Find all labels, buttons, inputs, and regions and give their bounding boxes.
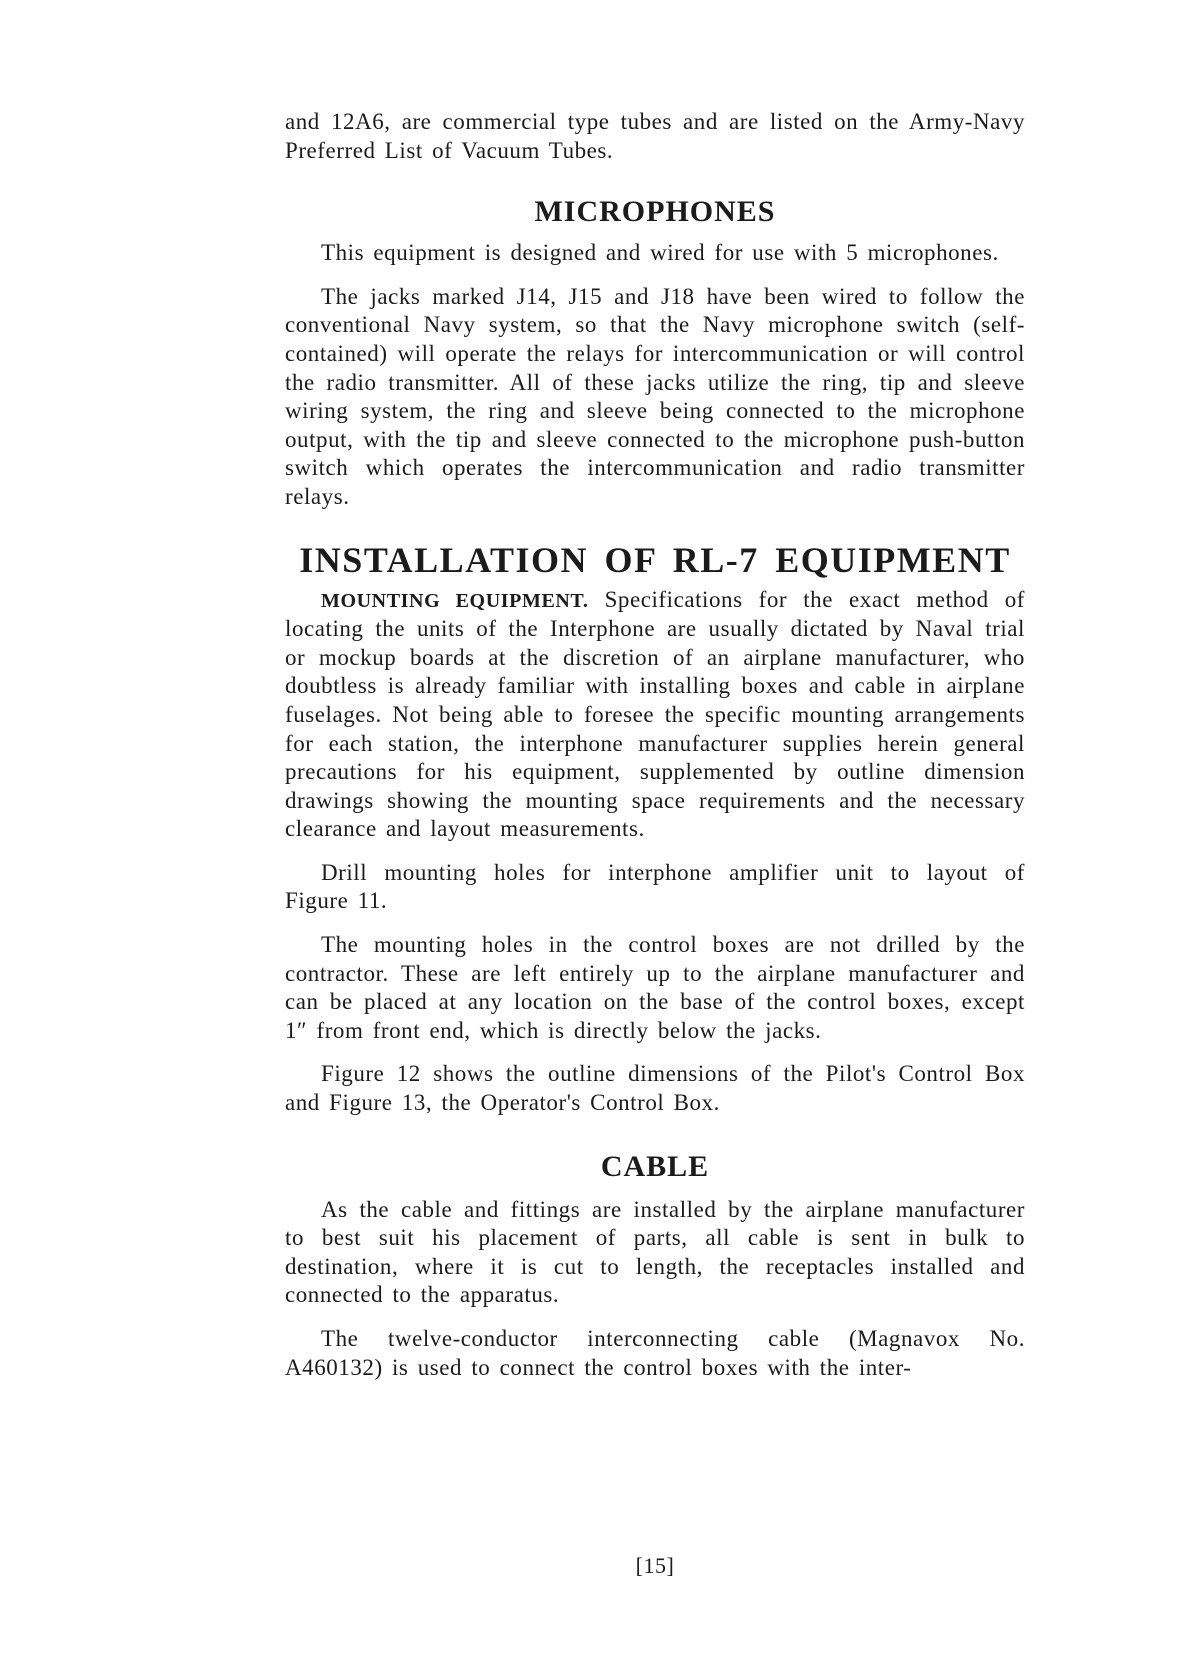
installation-paragraph-3: The mounting holes in the control boxes are not drilled by the contractor. These are left entirely up to the airplane manufacturer and can be placed at any location on the base of the control boxes, except 1″ from front end, which is directly below the jacks. (285, 932, 1025, 1043)
microphones-heading: MICROPHONES (534, 195, 776, 229)
mounting-equipment-runin: MOUNTING EQUIPMENT. (321, 589, 589, 612)
installation-paragraph-2: Drill mounting holes for interphone amplifier unit to layout of Figure 11. (285, 859, 1025, 914)
mounting-equipment-body: Specifications for the exact method of locating the units of the Interphone are usually dictated by Naval trial or mockup boards at the discretion of an airplane manufacturer, who doubtless is already familiar with installing boxes and cable in airplane fuselages. Not being able to foresee the specific mounting arrangements for each station, the interphone manufacturer supplies herein general precautions for his equipment, supplemented by outline dimension drawings showing the mounting space requirements and the necessary clearance and layout measurements. (285, 586, 1025, 842)
cable-paragraph-1: As the cable and fittings are installed by the airplane manufacturer to best suit his placement of parts, all cable is sent in bulk to destination, where it is cut to length, the receptacles installed and connected to the apparatus. (285, 1196, 1025, 1308)
microphones-paragraph-2: The jacks marked J14, J15 and J18 have been wired to follow the conventional Navy system, so that the Navy microphone switch (self-contained) will operate the relays for intercommunication or will control the radio transmitter. All of these jacks utilize the ring, tip and sleeve wiring system, the ring and sleeve being connected to the microphone output, with the tip and sleeve connected to the microphone push-button switch which operates the intercommunication and radio transmitter relays. (285, 283, 1025, 509)
installation-paragraph-4: Figure 12 shows the outline dimensions of the Pilot's Control Box and Figure 13, the Operator's Control Box. (285, 1061, 1025, 1116)
microphones-paragraph-1: This equipment is designed and wired for use with 5 microphones. (321, 240, 999, 266)
cable-paragraph-2: The twelve-conductor interconnecting cable (Magnavox No. A460132) is used to connect the control boxes with the inter- (285, 1326, 1025, 1380)
document-page (285, 108, 1025, 1397)
intro-paragraph: and 12A6, are commercial type tubes and are listed on the Army-Navy Preferred List of Vacuum Tubes. (285, 109, 1025, 163)
page-number: [15] (635, 1553, 675, 1578)
cable-heading: CABLE (600, 1149, 710, 1183)
installation-heading: INSTALLATION OF RL-7 EQUIPMENT (299, 539, 1011, 580)
mounting-equipment-paragraph (285, 586, 1025, 844)
